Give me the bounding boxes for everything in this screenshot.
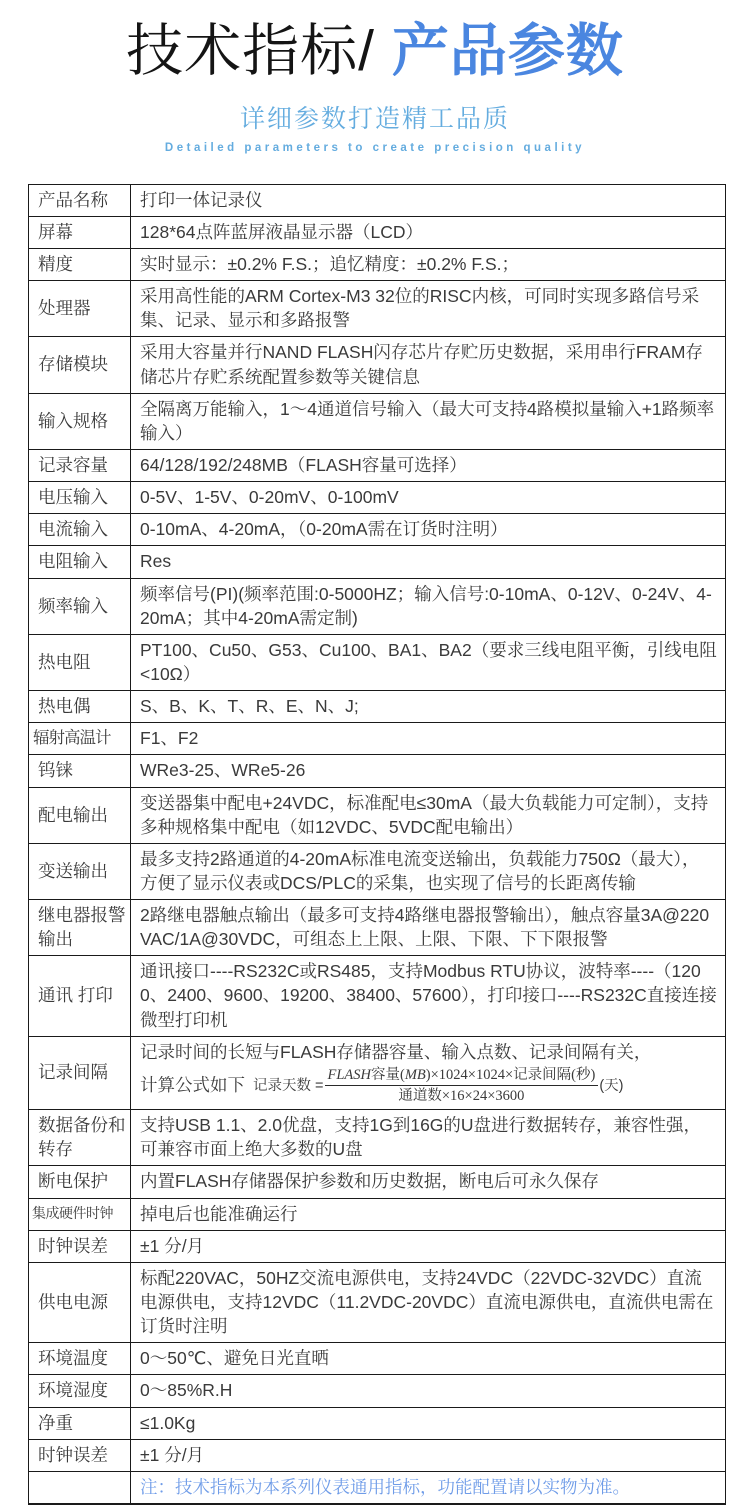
table-row — [29, 1343, 726, 1375]
table-row — [29, 691, 726, 723]
spec-label: 环境湿度 — [29, 1375, 131, 1407]
table-row — [29, 787, 726, 843]
spec-value: 采用大容量并行NAND FLASH闪存芯片存贮历史数据，采用串行FRAM存储芯片存贮系统配置参数等关键信息 — [131, 337, 726, 393]
spec-value: 0-10mA、4-20mA，（0-20mA需在订货时注明） — [131, 514, 726, 546]
spec-value: 最多支持2路通道的4-20mA标准电流变送输出，负载能力750Ω（最大），方便了显示仪表或DCS/PLC的采集，也实现了信号的长距离传输 — [131, 843, 726, 899]
formula-fraction — [325, 1066, 599, 1105]
spec-label: 屏幕 — [29, 216, 131, 248]
spec-value: ±1 分/月 — [131, 1230, 726, 1262]
spec-label: 时钟误差 — [29, 1439, 131, 1471]
table-row — [29, 1198, 726, 1230]
spec-value: 2路继电器触点输出（最多可支持4路继电器报警输出），触点容量3A@220VAC/1A@30VDC，可组态上上限、上限、下限、下下限报警 — [131, 900, 726, 956]
title-black: 技术指标/ — [126, 19, 375, 83]
title-blue: 产品参数 — [375, 19, 624, 83]
page-title — [0, 20, 750, 83]
table-row — [29, 514, 726, 546]
spec-label: 变送输出 — [29, 843, 131, 899]
spec-value: 0～85%R.H — [131, 1375, 726, 1407]
spec-label: 电压输入 — [29, 482, 131, 514]
spec-label: 配电输出 — [29, 787, 131, 843]
table-row — [29, 1166, 726, 1198]
table-row — [29, 393, 726, 449]
spec-value: 0-5V、1-5V、0-20mV、0-100mV — [131, 482, 726, 514]
spec-label: 记录容量 — [29, 449, 131, 481]
table-row — [29, 634, 726, 690]
spec-label: 净重 — [29, 1407, 131, 1439]
spec-table — [28, 184, 726, 1505]
formula-numerator: FLASH容量(MB)×1024×1024×记录间隔(秒) — [325, 1066, 599, 1086]
table-row — [29, 1036, 726, 1109]
spec-label — [29, 1471, 131, 1504]
spec-label: 断电保护 — [29, 1166, 131, 1198]
spec-label: 时钟误差 — [29, 1230, 131, 1262]
table-row — [29, 723, 726, 755]
table-row — [29, 843, 726, 899]
spec-label: 数据备份和转存 — [29, 1110, 131, 1166]
spec-label: 供电电源 — [29, 1262, 131, 1342]
table-row — [29, 578, 726, 634]
spec-label: 环境温度 — [29, 1343, 131, 1375]
formula-text-line: 记录时间的长短与FLASH存储器容量、输入点数、记录间隔有关， — [140, 1041, 652, 1062]
spec-value: 标配220VAC，50HZ交流电源供电，支持24VDC（22VDC-32VDC）直流电源供电，支持12VDC（11.2VDC-20VDC）直流电源供电，直流供电需在订货时注明 — [131, 1262, 726, 1342]
spec-value: 打印一体记录仪 — [131, 184, 726, 216]
table-row — [29, 248, 726, 280]
spec-value: 采用高性能的ARM Cortex-M3 32位的RISC内核，可同时实现多路信号采集、记录、显示和多路报警 — [131, 281, 726, 337]
spec-label: 钨铼 — [29, 755, 131, 787]
table-row — [29, 449, 726, 481]
table-row — [29, 1230, 726, 1262]
spec-value: ±1 分/月 — [131, 1439, 726, 1471]
spec-value — [131, 1036, 726, 1109]
spec-value: 支持USB 1.1、2.0优盘，支持1G到16G的U盘进行数据转存，兼容性强，可兼容市面上绝大多数的U盘 — [131, 1110, 726, 1166]
footnote: 注：技术指标为本系列仪表通用指标，功能配置请以实物为准。 — [131, 1471, 726, 1504]
spec-value: 实时显示：±0.2% F.S.；追忆精度：±0.2% F.S.； — [131, 248, 726, 280]
spec-label: 存储模块 — [29, 337, 131, 393]
page-header — [0, 0, 750, 154]
table-row — [29, 281, 726, 337]
table-row — [29, 1439, 726, 1471]
table-row — [29, 900, 726, 956]
table-row — [29, 337, 726, 393]
table-row — [29, 755, 726, 787]
table-row — [29, 546, 726, 578]
spec-value: 通讯接口----RS232C或RS485，支持Modbus RTU协议，波特率----（1200、2400、9600、19200、38400、57600），打印接口----RS232C直接连接微型打印机 — [131, 956, 726, 1036]
spec-value: ≤1.0Kg — [131, 1407, 726, 1439]
spec-label: 继电器报警输出 — [29, 900, 131, 956]
table-row — [29, 1471, 726, 1504]
spec-value: 变送器集中配电+24VDC，标准配电≤30mA（最大负载能力可定制），支持多种规格集中配电（如12VDC、5VDC配电输出） — [131, 787, 726, 843]
spec-label: 输入规格 — [29, 393, 131, 449]
spec-label: 精度 — [29, 248, 131, 280]
table-row — [29, 482, 726, 514]
formula-intro: 计算公式如下 — [140, 1075, 245, 1096]
table-row — [29, 1407, 726, 1439]
spec-value: 全隔离万能输入，1～4通道信号输入（最大可支持4路模拟量输入+1路频率输入） — [131, 393, 726, 449]
table-row — [29, 1262, 726, 1342]
spec-value: S、B、K、T、R、E、N、J; — [131, 691, 726, 723]
spec-label: 记录间隔 — [29, 1036, 131, 1109]
spec-value: 内置FLASH存储器保护参数和历史数据，断电后可永久保存 — [131, 1166, 726, 1198]
formula-unit: (天) — [599, 1077, 624, 1094]
spec-label: 集成硬件时钟 — [29, 1198, 131, 1230]
formula-line — [140, 1066, 717, 1105]
formula-denominator: 通道数×16×24×3600 — [398, 1088, 525, 1105]
spec-value: Res — [131, 546, 726, 578]
spec-label: 辐射高温计 — [29, 723, 131, 755]
spec-value: PT100、Cu50、G53、Cu100、BA1、BA2（要求三线电阻平衡，引线电阻<10Ω） — [131, 634, 726, 690]
spec-value: F1、F2 — [131, 723, 726, 755]
table-row — [29, 956, 726, 1036]
spec-value: 128*64点阵蓝屏液晶显示器（LCD） — [131, 216, 726, 248]
spec-label: 产品名称 — [29, 184, 131, 216]
table-row — [29, 216, 726, 248]
table-row — [29, 1375, 726, 1407]
spec-label: 电流输入 — [29, 514, 131, 546]
spec-label: 通讯 打印 — [29, 956, 131, 1036]
formula-lhs: 记录天数 = — [253, 1077, 324, 1094]
spec-label: 热电偶 — [29, 691, 131, 723]
page-subtitle: 详细参数打造精工品质 — [239, 104, 510, 133]
page-subtitle-en: Detailed parameters to create precision quality — [164, 141, 586, 154]
spec-label: 处理器 — [29, 281, 131, 337]
spec-value: 频率信号(PI)(频率范围:0-5000HZ；输入信号:0-10mA、0-12V、0-24V、4-20mA；其中4-20mA需定制) — [131, 578, 726, 634]
spec-label: 频率输入 — [29, 578, 131, 634]
table-row — [29, 184, 726, 216]
table-row — [29, 1110, 726, 1166]
spec-value: 掉电后也能准确运行 — [131, 1198, 726, 1230]
spec-label: 热电阻 — [29, 634, 131, 690]
spec-value: 64/128/192/248MB（FLASH容量可选择） — [131, 449, 726, 481]
spec-value: 0～50℃、避免日光直晒 — [131, 1343, 726, 1375]
spec-value: WRe3-25、WRe5-26 — [131, 755, 726, 787]
spec-label: 电阻输入 — [29, 546, 131, 578]
